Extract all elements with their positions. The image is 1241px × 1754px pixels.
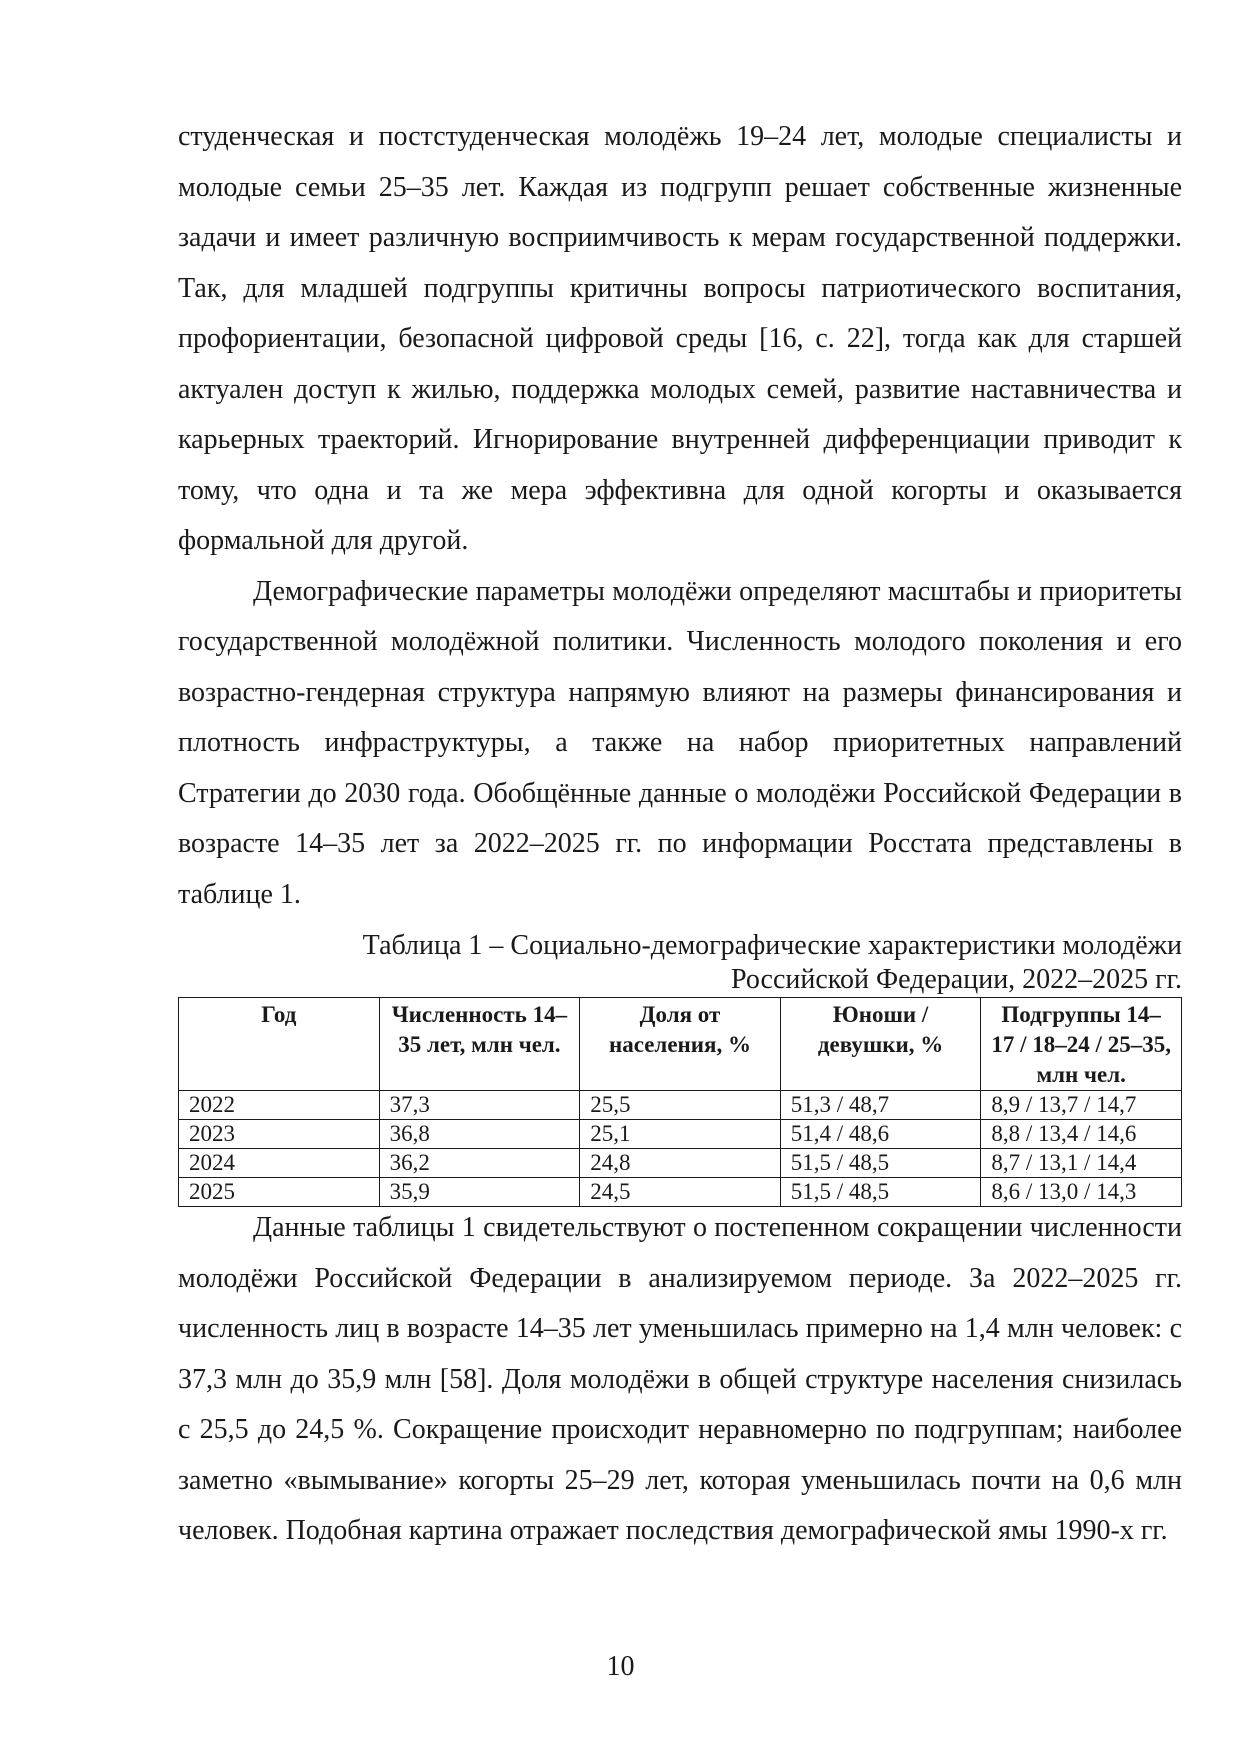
cell-gender: 51,5 / 48,5 (780, 1149, 981, 1178)
cell-share: 24,8 (580, 1149, 781, 1178)
cell-share: 25,1 (580, 1120, 781, 1149)
cell-subgroups: 8,9 / 13,7 / 14,7 (981, 1091, 1182, 1120)
paragraph-demographics: Демографические параметры молодёжи определяют масштабы и приоритеты государственной молодёжной политики. Численность молодого поколения и его возрастно-гендерная структура напрямую влияют на размеры финансирования и плотность инфраструктуры, а также на набор приоритетных направлений Стратегии до 2030 года. Обобщённые данные о молодёжи Российской Федерации в возрасте 14–35 лет за 2022–2025 гг. по информации Росстата представлены в таблице 1. (178, 575, 1182, 910)
header-gender: Юноши / девушки, % (780, 998, 981, 1091)
cell-year: 2024 (179, 1149, 380, 1178)
table-row (179, 1091, 1182, 1120)
cell-population: 37,3 (379, 1091, 580, 1120)
header-subgroups: Подгруппы 14–17 / 18–24 / 25–35, млн чел. (981, 998, 1182, 1091)
cell-year: 2025 (179, 1178, 380, 1207)
header-year: Год (179, 998, 380, 1091)
table-row (179, 1120, 1182, 1149)
cell-subgroups: 8,8 / 13,4 / 14,6 (981, 1120, 1182, 1149)
cell-population: 36,2 (379, 1149, 580, 1178)
table-caption-line-2: Российской Федерации, 2022–2025 гг. (730, 964, 1182, 995)
table-caption-line-1: Таблица 1 – Социально-демографические характеристики молодёжи (362, 930, 1182, 961)
demographics-table (178, 997, 1182, 1207)
cell-year: 2023 (179, 1120, 380, 1149)
cell-share: 24,5 (580, 1178, 781, 1207)
cell-gender: 51,3 / 48,7 (780, 1091, 981, 1120)
cell-share: 25,5 (580, 1091, 781, 1120)
table-header-row (179, 998, 1182, 1091)
header-share: Доля от населения, % (580, 998, 781, 1091)
cell-population: 36,8 (379, 1120, 580, 1149)
cell-year: 2022 (179, 1091, 380, 1120)
paragraph-subgroups: студенческая и постстуденческая молодёжь 19–24 лет, молодые специалисты и молодые семьи 25–35 лет. Каждая из подгрупп решает собственные жизненные задачи и имеет различную восприимчивость к мерам государственной поддержки. Так, для младшей подгруппы критичны вопросы патриотического воспитания, профориентации, безопасной цифровой среды [16, с. 22], тогда как для старшей актуален доступ к жилью, поддержка молодых семей, развитие наставничества и карьерных траекторий. Игнорирование внутренней дифференциации приводит к тому, что одна и та же мера эффективна для одной когорты и оказывается формальной для другой. (178, 121, 1182, 556)
page-number: 10 (606, 1651, 635, 1682)
table-caption (178, 929, 1182, 997)
cell-population: 35,9 (379, 1178, 580, 1207)
document-page (178, 112, 1182, 1557)
cell-gender: 51,4 / 48,6 (780, 1120, 981, 1149)
paragraph-table-analysis: Данные таблицы 1 свидетельствуют о постепенном сокращении численности молодёжи Российской Федерации в анализируемом периоде. За 2022–2025 гг. численность лиц в возрасте 14–35 лет уменьшилась примерно на 1,4 млн человек: с 37,3 млн до 35,9 млн [58]. Доля молодёжи в общей структуре населения снизилась с 25,5 до 24,5 %. Сокращение происходит неравномерно по подгруппам; наиболее заметно «вымывание» когорты 25–29 лет, которая уменьшилась почти на 0,6 млн человек. Подобная картина отражает последствия демографической ямы 1990-х гг. (178, 1212, 1182, 1546)
cell-subgroups: 8,6 / 13,0 / 14,3 (981, 1178, 1182, 1207)
cell-subgroups: 8,7 / 13,1 / 14,4 (981, 1149, 1182, 1178)
table-row (179, 1149, 1182, 1178)
cell-gender: 51,5 / 48,5 (780, 1178, 981, 1207)
header-population: Численность 14–35 лет, млн чел. (379, 998, 580, 1091)
